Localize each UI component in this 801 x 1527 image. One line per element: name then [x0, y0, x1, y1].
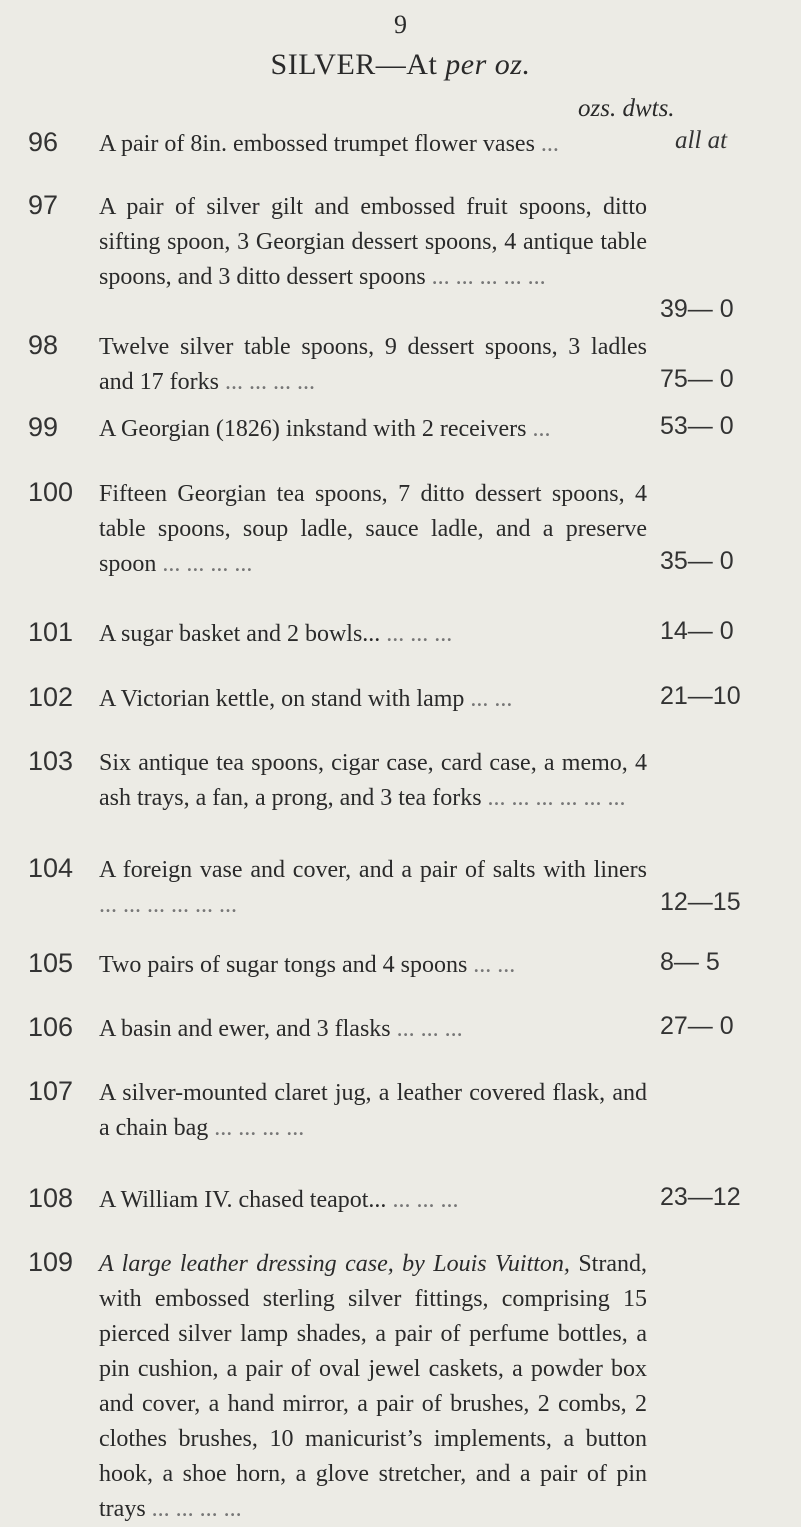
leader-dots: ... ... ... — [380, 621, 453, 647]
lot-price: 23—12 — [660, 1183, 741, 1211]
lot-description — [99, 1012, 647, 1047]
lot-price: 35— 0 — [660, 547, 734, 575]
leader-dots: ... ... ... ... — [208, 1115, 305, 1141]
page-heading — [0, 48, 801, 82]
lot-description — [99, 1183, 647, 1218]
lot-number: 106 — [28, 1012, 74, 1042]
leader-dots: ... ... ... ... — [218, 369, 315, 395]
lot-price: 75— 0 — [660, 365, 734, 393]
lot-description — [99, 1247, 647, 1527]
lot-number: 97 — [28, 190, 59, 220]
leader-dots: ... ... — [467, 952, 516, 978]
lot-price: 27— 0 — [660, 1012, 734, 1040]
lot-number: 107 — [28, 1076, 74, 1106]
lot-description — [99, 330, 647, 400]
lot-description — [99, 477, 647, 582]
lot-price: 53— 0 — [660, 412, 734, 440]
leader-dots: ... ... ... ... ... ... — [99, 892, 237, 918]
leader-dots: ... — [526, 416, 551, 442]
heading-italic: per oz. — [445, 48, 531, 81]
lot-description-text: Twelve silver table spoons, 9 dessert spoons, 3 ladles and 17 forks — [99, 334, 647, 395]
lot-description — [99, 127, 647, 162]
lot-description — [99, 853, 647, 923]
lot-description-text: A pair of silver gilt and embossed fruit spoons, ditto sifting spoon, 3 Georgian dessert spoons, 4 antique table spoons, and 3 ditto dessert spoons — [99, 194, 647, 290]
lot-description-text: A silver-mounted claret jug, a leather covered flask, and a chain bag — [99, 1080, 647, 1141]
lot-description-text: A basin and ewer, and 3 flasks — [99, 1016, 391, 1042]
lot-description-text: A sugar basket and 2 bowls... — [99, 621, 381, 647]
lot-description — [99, 617, 647, 652]
lot-number: 96 — [28, 127, 59, 157]
lot-description-text: A pair of 8in. embossed trumpet flower vases — [99, 131, 535, 157]
lot-number: 98 — [28, 330, 59, 360]
lot-description-text: Fifteen Georgian tea spoons, 7 ditto dessert spoons, 4 table spoons, soup ladle, sauce ladle, and a preserve spoon — [99, 481, 647, 577]
lot-description-italic: A large leather dressing case, by Louis Vuitton, — [99, 1251, 570, 1277]
lot-description — [99, 190, 647, 295]
leader-dots: ... ... — [464, 686, 513, 712]
lot-description — [99, 682, 647, 717]
lot-description — [99, 746, 647, 816]
leader-dots: ... ... ... — [386, 1187, 459, 1213]
lot-description-text: Six antique tea spoons, cigar case, card case, a memo, 4 ash trays, a fan, a prong, and 3 tea forks — [99, 750, 647, 811]
lot-description-text: Strand, with embossed sterling silver fittings, comprising 15 pierced silver lamp shades, a pair of perfume bottles, a pin cushion, a pair of oval jewel caskets, a powder box and cover, a hand mirror, a pair of brushes, 2 combs, 2 clothes brushes, 10 manicurist’s implements, a button hook, a shoe horn, a glove stretcher, and a pair of pin trays — [99, 1251, 647, 1522]
lot-price: 39— 0 — [660, 295, 734, 323]
lot-description — [99, 1076, 647, 1146]
heading-main: SILVER—At — [270, 48, 446, 81]
leader-dots: ... ... ... ... — [156, 551, 253, 577]
lot-number: 103 — [28, 746, 74, 776]
units-header: ozs. dwts. — [578, 95, 675, 122]
page-number: 9 — [394, 10, 407, 39]
lot-number: 99 — [28, 412, 59, 442]
leader-dots: ... — [534, 131, 559, 157]
lot-description — [99, 948, 647, 983]
leader-dots: ... ... ... — [390, 1016, 463, 1042]
lot-description-text: A Victorian kettle, on stand with lamp — [99, 686, 465, 712]
lot-price: 12—15 — [660, 888, 741, 916]
leader-dots: ... ... ... ... — [145, 1496, 242, 1522]
lot-number: 101 — [28, 617, 74, 647]
lot-description-text: A William IV. chased teapot... — [99, 1187, 387, 1213]
lot-price: 14— 0 — [660, 617, 734, 645]
lot-number: 102 — [28, 682, 74, 712]
lot-price: all at — [675, 127, 728, 154]
lot-number: 104 — [28, 853, 74, 883]
lot-description — [99, 412, 647, 447]
leader-dots: ... ... ... ... ... — [425, 264, 546, 290]
lot-description-text: Two pairs of sugar tongs and 4 spoons — [99, 952, 468, 978]
lot-number: 105 — [28, 948, 74, 978]
lot-description-text: A foreign vase and cover, and a pair of salts with liners — [99, 857, 647, 883]
lot-number: 108 — [28, 1183, 74, 1213]
lot-number: 109 — [28, 1247, 74, 1277]
lot-price: 8— 5 — [660, 948, 720, 976]
leader-dots: ... ... ... ... ... ... — [481, 785, 626, 811]
lot-price: 21—10 — [660, 682, 741, 710]
lot-number: 100 — [28, 477, 74, 507]
lot-description-text: A Georgian (1826) inkstand with 2 receivers — [99, 416, 527, 442]
